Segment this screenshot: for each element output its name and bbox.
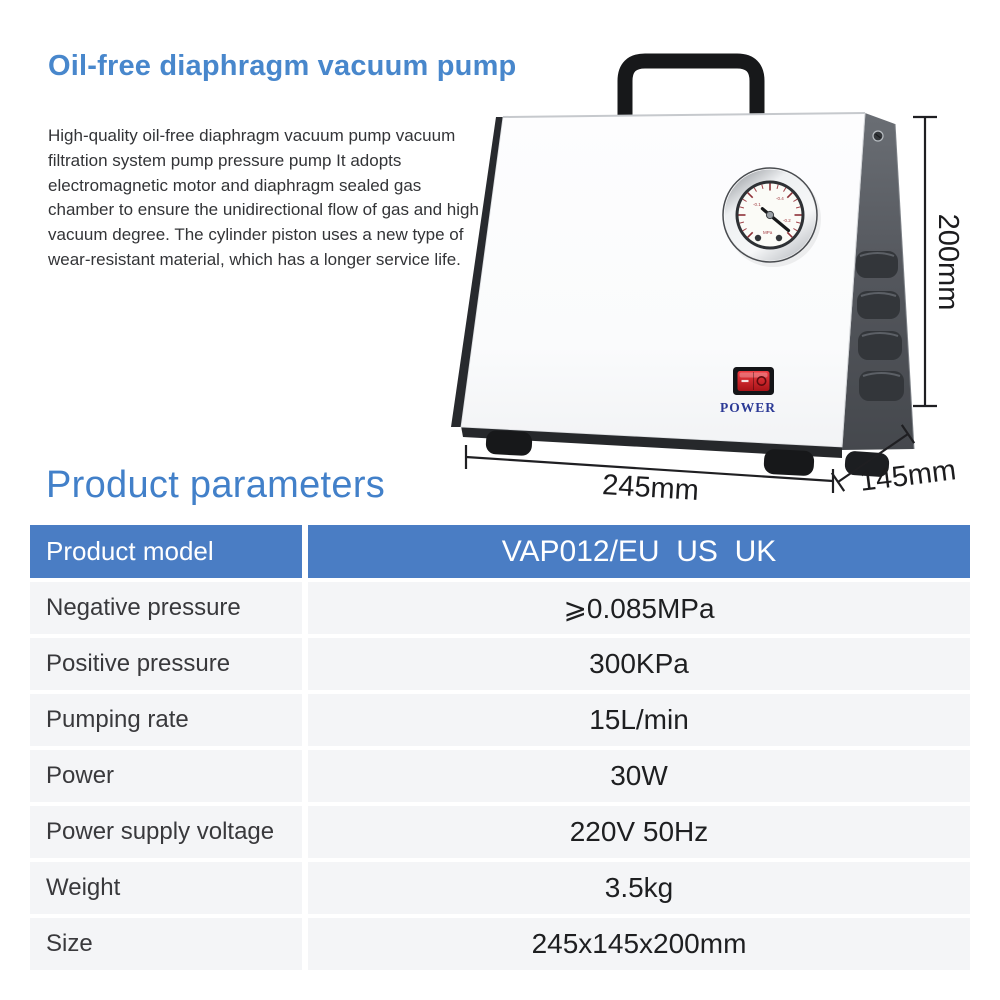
spec-value: 300KPa <box>308 638 970 690</box>
gauge-label: -0.2 <box>783 218 791 223</box>
table-row <box>30 862 970 914</box>
dimension-height-label: 200mm <box>932 213 964 311</box>
spec-value: 15L/min <box>308 694 970 746</box>
spec-table <box>30 525 970 970</box>
pump-handle <box>625 61 757 120</box>
gauge-label: -0.1 <box>753 202 761 207</box>
gauge-unit-label: MPa <box>763 230 773 235</box>
dimension-depth-label: 145mm <box>857 454 958 498</box>
spec-label: Size <box>30 918 302 970</box>
table-row <box>30 806 970 858</box>
gauge-screw <box>755 235 761 241</box>
spec-value: 220V 50Hz <box>308 806 970 858</box>
pump-front-panel <box>461 113 865 447</box>
spec-value: ⩾0.085MPa <box>308 582 970 634</box>
section-title: Product parameters <box>46 464 386 506</box>
spec-label: Power supply voltage <box>30 806 302 858</box>
table-row <box>30 638 970 690</box>
spec-label: Pumping rate <box>30 694 302 746</box>
spec-label: Negative pressure <box>30 582 302 634</box>
gauge-label: -0.4 <box>776 196 784 201</box>
pump-foot <box>763 449 814 477</box>
spec-value: 245x145x200mm <box>308 918 970 970</box>
spec-table-header <box>30 525 970 578</box>
power-switch[interactable] <box>733 367 774 395</box>
spec-label: Weight <box>30 862 302 914</box>
product-description: High-quality oil-free diaphragm vacuum pump vacuum filtration system pump pressure pump It adopts electromagnetic motor and diaphragm sealed gas chamber to ensure the unidirectional flow of gas and high vacuum degree. The cylinder piston uses a new type of wear-resistant material, which has a longer service life. <box>48 126 479 269</box>
product-photo <box>440 20 985 532</box>
table-row <box>30 750 970 802</box>
power-switch-label: POWER <box>719 400 777 415</box>
spec-value: 3.5kg <box>308 862 970 914</box>
spec-value: 30W <box>308 750 970 802</box>
page-title: Oil-free diaphragm vacuum pump <box>48 50 517 82</box>
dimension-width-label: 245mm <box>601 469 700 507</box>
gauge-screw <box>776 235 782 241</box>
spec-label: Power <box>30 750 302 802</box>
spec-header-label: Product model <box>30 525 302 578</box>
pump-foot <box>485 430 532 456</box>
spec-header-value: VAP012/EU US UK <box>308 525 970 578</box>
table-row <box>30 694 970 746</box>
table-row <box>30 582 970 634</box>
table-row <box>30 918 970 970</box>
spec-label: Positive pressure <box>30 638 302 690</box>
